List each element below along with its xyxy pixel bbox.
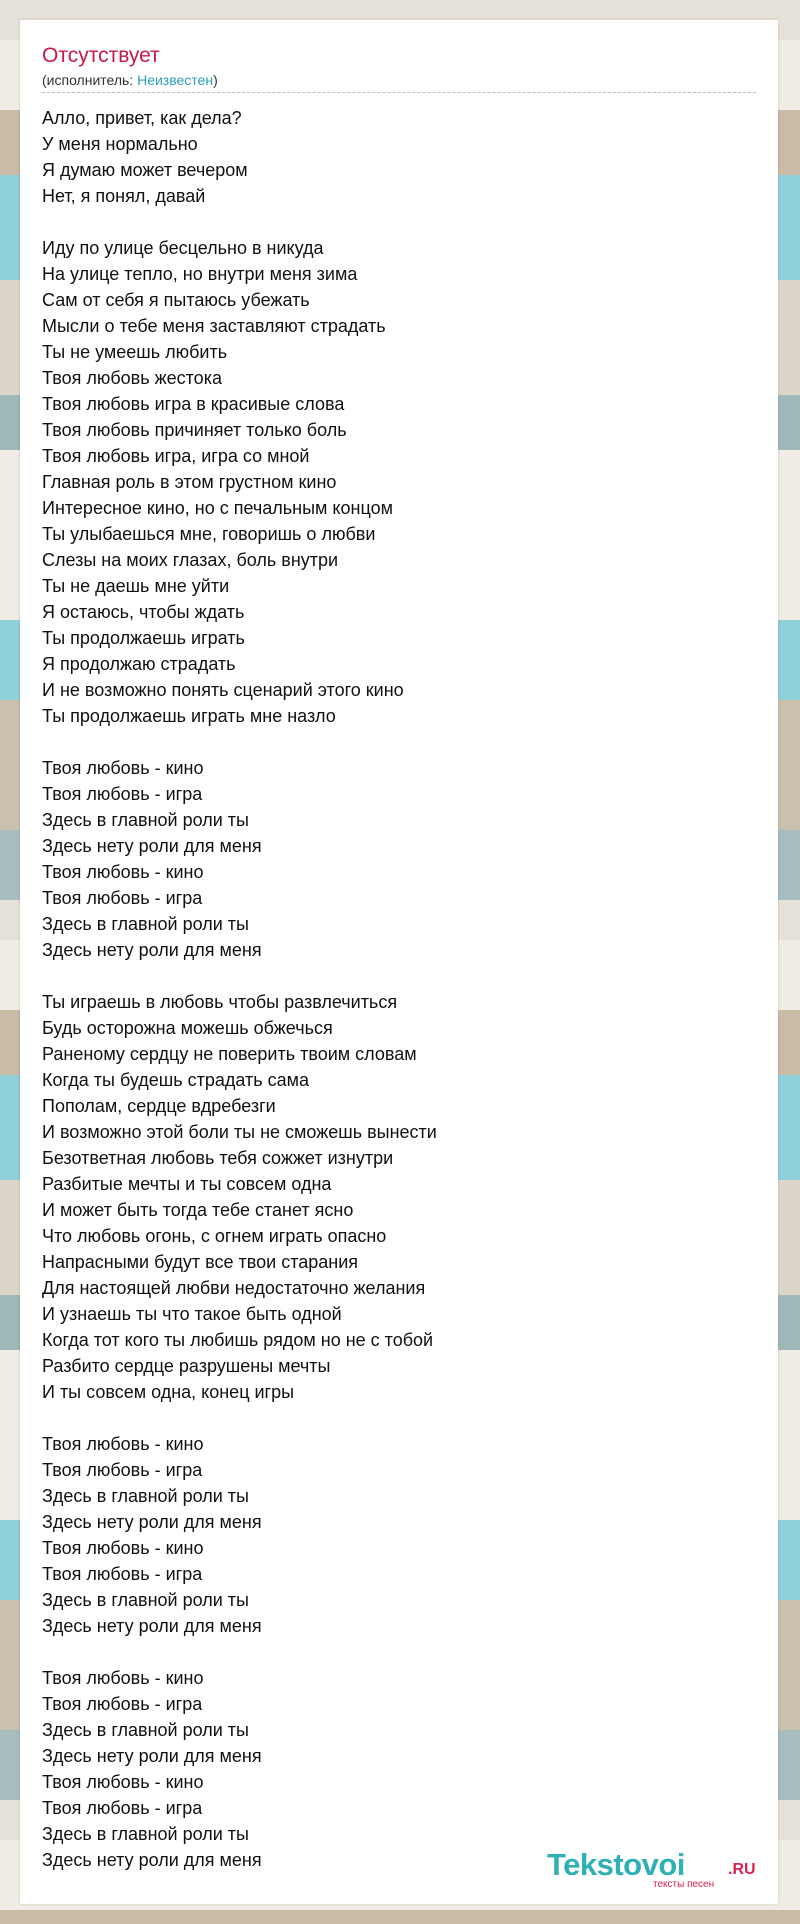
lyric-line: Здесь нету роли для меня xyxy=(42,1512,262,1532)
lyric-line: Твоя любовь игра, игра со мной xyxy=(42,446,310,466)
stanza-break xyxy=(42,963,756,989)
lyric-line: Здесь в главной роли ты xyxy=(42,1590,249,1610)
lyric-line: Разбитые мечты и ты совсем одна xyxy=(42,1174,332,1194)
lyric-line: Твоя любовь - игра xyxy=(42,1694,203,1714)
lyric-line: Пополам, сердце вдребезги xyxy=(42,1096,276,1116)
lyrics-card xyxy=(20,20,778,1904)
lyric-line: Интересное кино, но с печальным концом xyxy=(42,498,393,518)
lyric-line: Твоя любовь - кино xyxy=(42,1434,204,1454)
lyric-line: Здесь нету роли для меня xyxy=(42,1746,262,1766)
lyric-line: Слезы на моих глазах, боль внутри xyxy=(42,550,339,570)
lyric-line: Главная роль в этом грустном кино xyxy=(42,472,337,492)
lyrics-text xyxy=(42,105,756,1873)
lyric-line: Здесь нету роли для меня xyxy=(42,1850,262,1870)
logo-wordmark: Tekstovoi xyxy=(547,1847,685,1882)
logo-domain: .RU xyxy=(728,1861,756,1878)
lyric-line: Я думаю может вечером xyxy=(42,160,248,180)
lyric-line: Твоя любовь - игра xyxy=(42,784,203,804)
lyric-line: И может быть тогда тебе станет ясно xyxy=(42,1200,354,1220)
lyric-line: На улице тепло, но внутри меня зима xyxy=(42,264,358,284)
lyric-line: Ты не даешь мне уйти xyxy=(42,576,230,596)
stanza-break xyxy=(42,1639,756,1665)
lyric-line: Раненому сердцу не поверить твоим словам xyxy=(42,1044,417,1064)
lyric-line: Твоя любовь - игра xyxy=(42,1460,203,1480)
song-title: Отсутствует xyxy=(42,44,160,67)
lyric-line: Напрасными будут все твои старания xyxy=(42,1252,359,1272)
lyric-line: Здесь нету роли для меня xyxy=(42,940,262,960)
lyric-line: Здесь в главной роли ты xyxy=(42,1824,249,1844)
title-divider xyxy=(42,92,756,93)
lyric-line: Твоя любовь - игра xyxy=(42,888,203,908)
lyric-line: У меня нормально xyxy=(42,134,198,154)
lyric-line: Нет, я понял, давай xyxy=(42,186,206,206)
lyric-line: И не возможно понять сценарий этого кино xyxy=(42,680,404,700)
lyric-line: Когда ты будешь страдать сама xyxy=(42,1070,310,1090)
site-logo[interactable] xyxy=(547,1848,778,1890)
lyric-line: Ты улыбаешься мне, говоришь о любви xyxy=(42,524,376,544)
lyric-line: Когда тот кого ты любишь рядом но не с тобой xyxy=(42,1330,434,1350)
lyric-line: Здесь в главной роли ты xyxy=(42,1720,249,1740)
lyric-line: Здесь в главной роли ты xyxy=(42,914,249,934)
lyric-line: И узнаешь ты что такое быть одной xyxy=(42,1304,342,1324)
lyric-line: Я продолжаю страдать xyxy=(42,654,236,674)
lyric-line: Ты не умеешь любить xyxy=(42,342,228,362)
lyric-line: Твоя любовь причиняет только боль xyxy=(42,420,347,440)
artist-line xyxy=(42,72,218,88)
lyric-line: Здесь нету роли для меня xyxy=(42,1616,262,1636)
lyric-line: Здесь нету роли для меня xyxy=(42,836,262,856)
logo-tagline: тексты песен xyxy=(653,1879,715,1890)
lyric-line: Иду по улице бесцельно в никуда xyxy=(42,238,324,258)
lyric-line: Твоя любовь - кино xyxy=(42,1538,204,1558)
lyric-line: Твоя любовь жестока xyxy=(42,368,222,388)
lyric-line: Мысли о тебе меня заставляют страдать xyxy=(42,316,386,336)
lyric-line: И возможно этой боли ты не сможешь вынести xyxy=(42,1122,437,1142)
lyric-line: Ты продолжаешь играть xyxy=(42,628,245,648)
lyric-line: Твоя любовь - игра xyxy=(42,1564,203,1584)
lyric-line: Ты играешь в любовь чтобы развлечиться xyxy=(42,992,398,1012)
stanza-break xyxy=(42,1405,756,1431)
lyric-line: И ты совсем одна, конец игры xyxy=(42,1382,295,1402)
lyric-line: Ты продолжаешь играть мне назло xyxy=(42,706,336,726)
lyric-line: Алло, привет, как дела? xyxy=(42,108,242,128)
lyric-line: Твоя любовь - игра xyxy=(42,1798,203,1818)
lyric-line: Твоя любовь - кино xyxy=(42,1772,204,1792)
lyric-line: Твоя любовь - кино xyxy=(42,758,204,778)
lyric-line: Будь осторожна можешь обжечься xyxy=(42,1018,333,1038)
lyric-line: Твоя любовь игра в красивые слова xyxy=(42,394,345,414)
lyric-line: Здесь в главной роли ты xyxy=(42,810,249,830)
artist-suffix: ) xyxy=(213,72,218,88)
stanza-break xyxy=(42,209,756,235)
lyric-line: Разбито сердце разрушены мечты xyxy=(42,1356,331,1376)
lyric-line: Что любовь огонь, с огнем играть опасно xyxy=(42,1226,387,1246)
lyric-line: Здесь в главной роли ты xyxy=(42,1486,249,1506)
lyric-line: Твоя любовь - кино xyxy=(42,862,204,882)
artist-link[interactable]: Неизвестен xyxy=(137,72,214,88)
lyric-line: Твоя любовь - кино xyxy=(42,1668,204,1688)
stanza-break xyxy=(42,729,756,755)
lyric-line: Для настоящей любви недостаточно желания xyxy=(42,1278,426,1298)
lyric-line: Безответная любовь тебя сожжет изнутри xyxy=(42,1148,394,1168)
lyric-line: Я остаюсь, чтобы ждать xyxy=(42,602,245,622)
artist-prefix: (исполнитель: xyxy=(42,72,138,88)
lyric-line: Сам от себя я пытаюсь убежать xyxy=(42,290,310,310)
